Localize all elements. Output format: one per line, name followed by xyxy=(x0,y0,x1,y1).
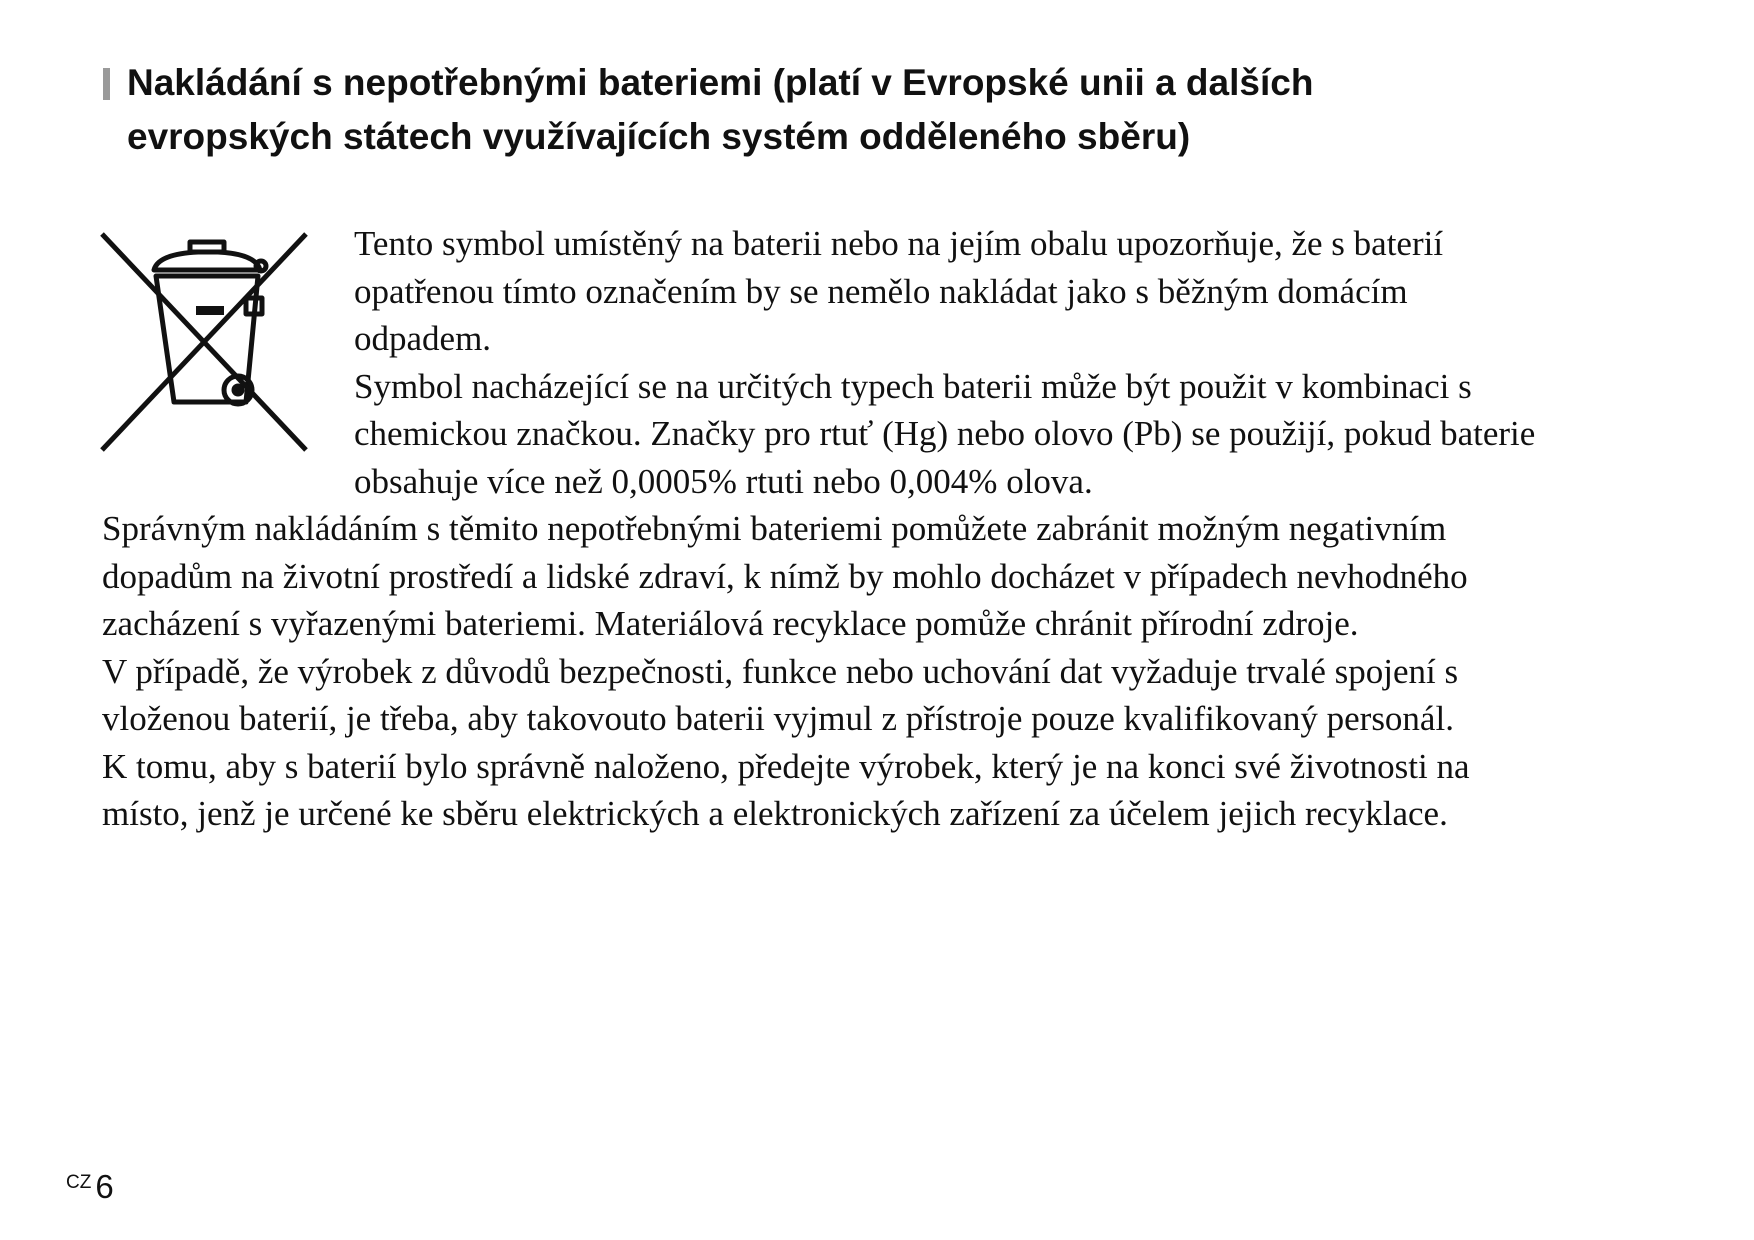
symbol-spacer xyxy=(102,220,354,502)
paragraph-proper-disposal: Správným nakládáním s těmito nepotřebnými bateriemi pomůžete zabránit možným negativním dopadům na životní prostředí a lidské zdraví, k nímž by mohlo docházet v případech nevhodného zacházení s vyřazenými bateriemi. Materiálová recyklace pomůže chránit přírodní zdroje. xyxy=(102,509,1468,643)
language-code: CZ xyxy=(66,1172,92,1193)
page-footer xyxy=(66,1168,114,1206)
body-text xyxy=(102,220,1552,838)
paragraph-chemical-marks: Symbol nacházející se na určitých typech baterii může být použit v kombinaci s chemickou značkou. Značky pro rtuť (Hg) nebo olovo (Pb) se použijí, pokud baterie obsahuje více než 0,0005% rtuti nebo 0,004% olova. xyxy=(354,366,1536,501)
paragraph-battery-removal: V případě, že výrobek z důvodů bezpečnosti, funkce nebo uchování dat vyžaduje trvalé spojení s vloženou baterií, je třeba, aby takovouto baterii vyjmul z přístroje pouze kvalifikovaný personál. xyxy=(102,651,1459,738)
paragraph-symbol-meaning: Tento symbol umístěný na baterii nebo na jejím obalu upozorňuje, že s baterií opatřenou tímto označením by se nemělo nakládat jako s běžným domácím odpadem. xyxy=(354,224,1444,358)
section-marker xyxy=(103,68,110,100)
section-heading: Nakládání s nepotřebnými bateriemi (platí v Evropské unii a dalších evropských státech využívajících systém odděleného sběru) xyxy=(127,62,1314,157)
page-number: 6 xyxy=(95,1168,114,1205)
paragraph-collection-point: K tomu, aby s baterií bylo správně naloženo, předejte výrobek, který je na konci své životnosti na místo, jenž je určené ke sběru elektrických a elektronických zařízení za účelem jejich recyklace. xyxy=(102,746,1470,833)
